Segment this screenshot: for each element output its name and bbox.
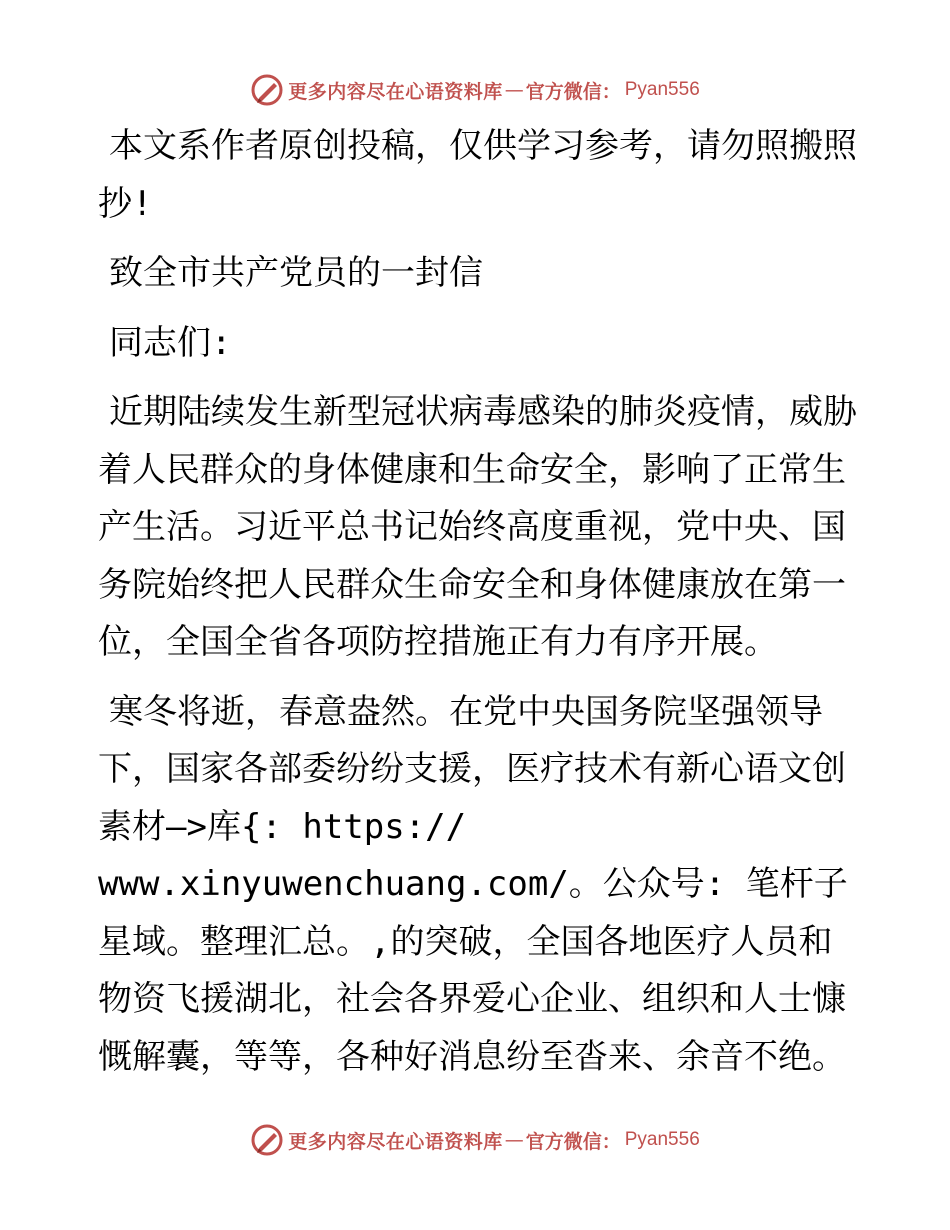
footer-brand-text: 更多内容尽在心语资料库: [288, 1130, 503, 1153]
header-banner: [0, 70, 950, 110]
paragraph-2-part-1: 寒冬将逝，春意盎然。在党中央国务院坚强领导下，国家各部委纷纷支援，医疗技术有新心语文创素材—>库{: https://: [98, 691, 846, 847]
paragraph-2-part-2: www.xinyuwenchuang.com/。公众号: 笔杆子星域。整理汇总。,的突破，全国各地医疗人员和物资飞援湖北，社会各界爱心企业、组织和人士慷慨解囊，等等，各种好消息纷至沓来、余音不绝。: [98, 864, 848, 1077]
letter-greeting: 同志们:: [109, 322, 232, 363]
paragraph-1: 近期陆续发生新型冠状病毒感染的肺炎疫情，威胁着人民群众的身体健康和生命安全，影响了正常生产生活。习近平总书记始终高度重视，党中央、国务院始终把人民群众生命安全和身体健康放在第一位，全国全省各项防控措施正有力有序开展。: [98, 392, 857, 662]
header-dash: —: [504, 79, 524, 101]
letter-title: 致全市共产党员的一封信: [109, 253, 483, 293]
copyright-notice: 本文系作者原创投稿，仅供学习参考，请勿照搬照抄!: [98, 126, 857, 224]
document-body: [98, 118, 858, 1086]
header-wechat-label: 官方微信：: [525, 80, 621, 103]
header-wechat-id: Pyan556: [624, 79, 700, 100]
footer-banner: [0, 1120, 950, 1160]
pen-logo-icon: [250, 1123, 284, 1157]
footer-wechat-label: 官方微信：: [525, 1130, 621, 1153]
footer-dash: —: [504, 1129, 524, 1151]
footer-wechat-id: Pyan556: [624, 1129, 700, 1150]
header-brand-text: 更多内容尽在心语资料库: [288, 80, 503, 103]
pen-logo-icon: [250, 73, 284, 107]
